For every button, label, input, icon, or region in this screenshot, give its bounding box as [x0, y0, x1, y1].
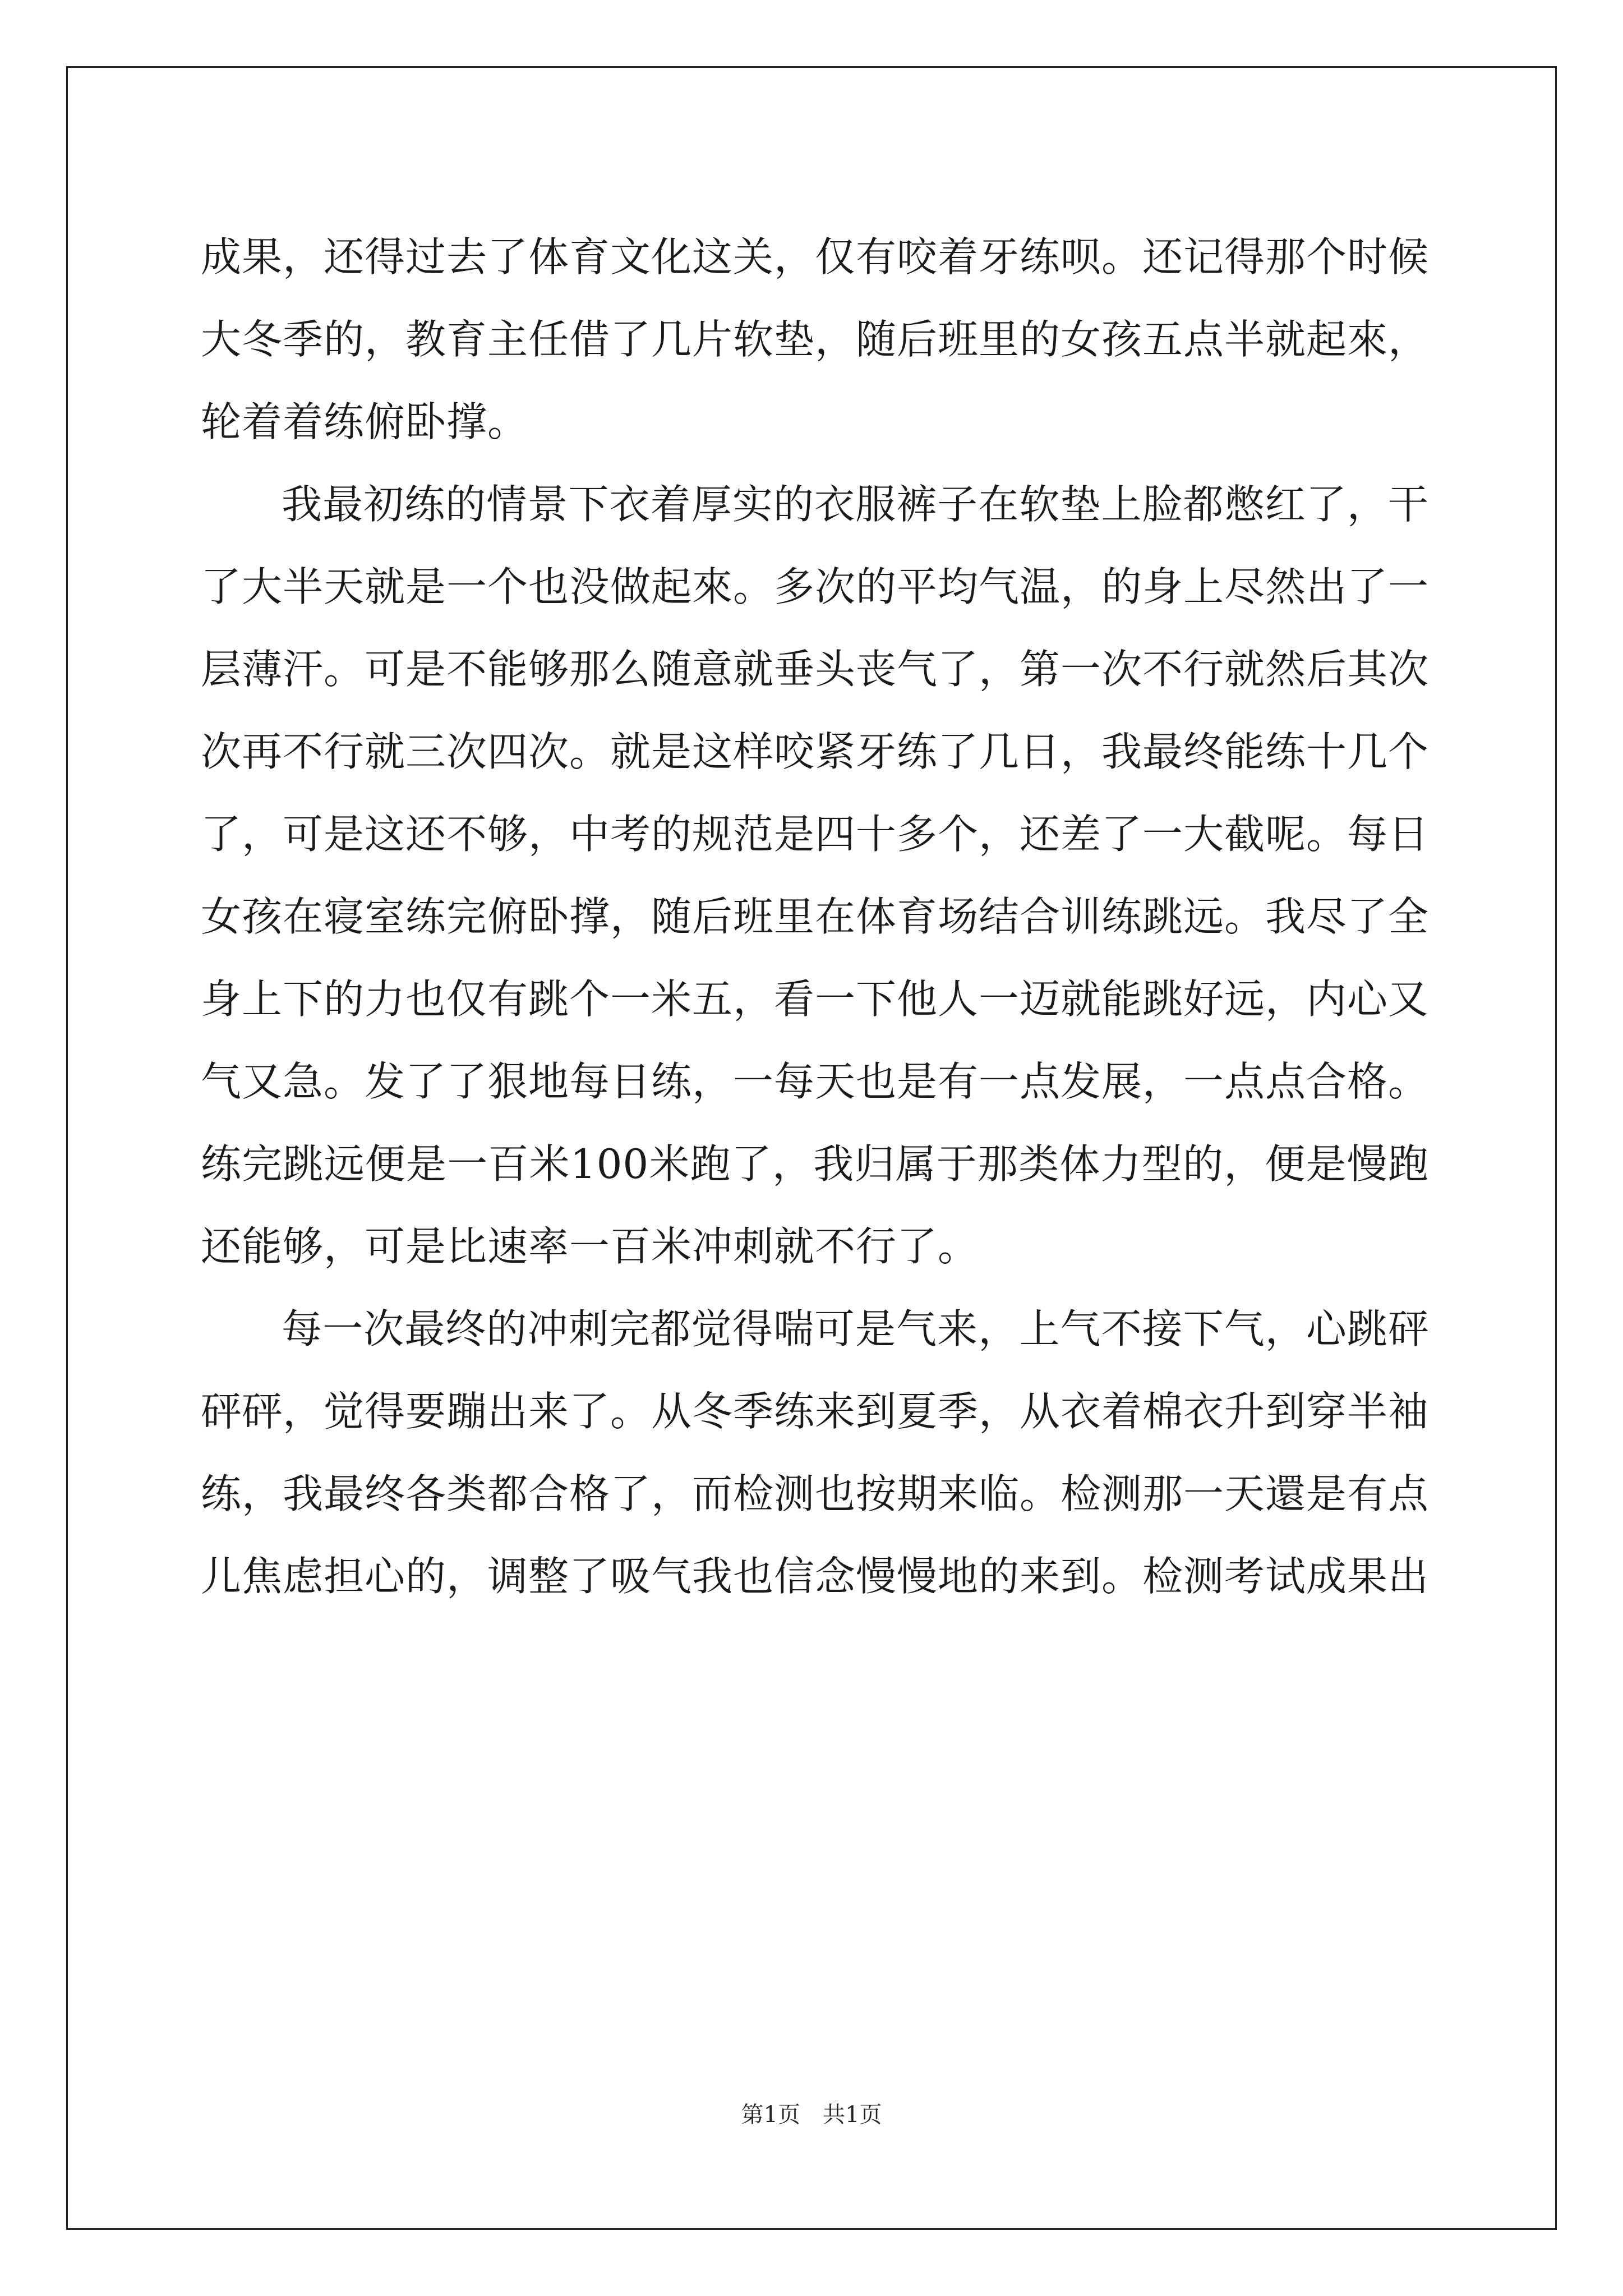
document-body — [201, 216, 1429, 1618]
page-number-footer: 第1页 共1页 — [741, 2102, 882, 2128]
paragraph-2: 我最初练的情景下衣着厚实的衣服裤子在软垫上脸都憋红了，干了大半天就是一个也没做起來。多次的平均气温，的身上尽然出了一层薄汗。可是不能够那么随意就垂头丧气了，第一次不行就然后其次次再不行就三次四次。就是这样咬紧牙练了几日，我最终能练十几个了，可是这还不够，中考的规范是四十多个，还差了一大截呢。每日女孩在寝室练完俯卧撑，随后班里在体育场结合训练跳远。我尽了全身上下的力也仅有跳个一米五，看一下他人一迈就能跳好远，内心又气又急。发了了狠地每日练，一每天也是有一点发展，一点点合格。练完跳远便是一百米100米跑了，我归属于那类体力型的，便是慢跑还能够，可是比速率一百米冲刺就不行了。 — [201, 481, 1430, 1270]
paragraph-1: 成果，还得过去了体育文化这关，仅有咬着牙练呗。还记得那个时候大冬季的，教育主任借了几片软垫，随后班里的女孩五点半就起來，轮着着练俯卧撑。 — [201, 233, 1430, 445]
paragraph-3: 每一次最终的冲刺完都觉得喘可是气来，上气不接下气，心跳砰砰砰，觉得要蹦出来了。从冬季练来到夏季，从衣着棉衣升到穿半袖练，我最终各类都合格了，而检测也按期来临。检测那一天還是有点儿焦虑担心的，调整了吸气我也信念慢慢地的来到。检测考试成果出 — [201, 1305, 1430, 1600]
